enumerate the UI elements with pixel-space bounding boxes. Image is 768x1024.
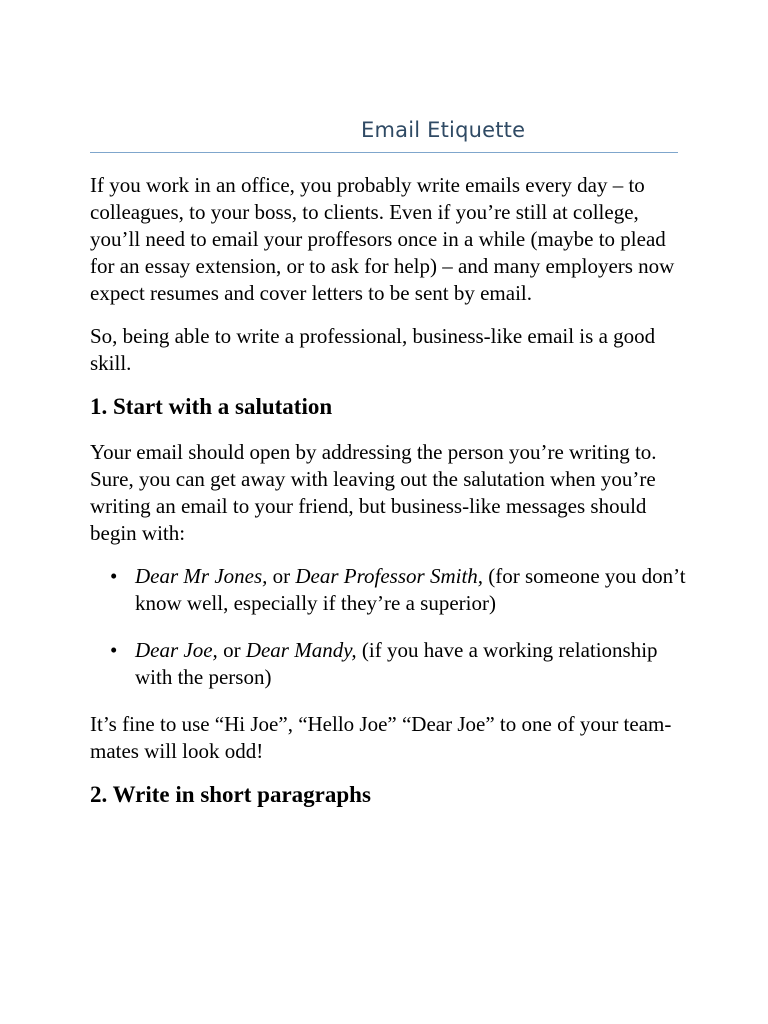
list-item bbox=[90, 637, 690, 691]
salutation-paragraph: Your email should open by addressing the person you’re writing to. Sure, you can get away with leaving out the salutation when you’re writing an email to your friend, but business-like messages should begin with: bbox=[90, 440, 657, 545]
intro-paragraph-2: So, being able to write a professional, business-like email is a good skill. bbox=[90, 324, 656, 375]
salutation-examples-list bbox=[90, 563, 690, 691]
list-item bbox=[90, 563, 690, 617]
document-body bbox=[90, 172, 690, 827]
document-title: Email Etiquette bbox=[361, 118, 526, 142]
example-explanation: (for someone you don’t know well, especially if they’re a superior) bbox=[135, 564, 686, 615]
or-connector: or bbox=[267, 564, 296, 588]
section-heading-short-paragraphs: 2. Write in short paragraphs bbox=[90, 782, 371, 807]
bullet-icon: • bbox=[110, 638, 118, 662]
example-salutation-formal-b: Dear Professor Smith, bbox=[295, 564, 484, 588]
example-explanation: (if you have a working relationship with the person) bbox=[135, 638, 658, 689]
example-salutation-informal-b: Dear Mandy, bbox=[245, 638, 357, 662]
bullet-icon: • bbox=[110, 564, 118, 588]
example-salutation-formal-a: Dear Mr Jones, bbox=[135, 564, 268, 588]
intro-paragraph-1: If you work in an office, you probably write emails every day – to colleagues, to your boss, to clients. Even if you’re still at college, you’ll need to email your proffesors once in a while (maybe to plead for an essay extension, or to ask for help) – and many employers now expect resumes and cover letters to be sent by email. bbox=[90, 173, 675, 305]
section-heading-salutation: 1. Start with a salutation bbox=[90, 394, 333, 419]
or-connector: or bbox=[217, 638, 246, 662]
salutation-note-paragraph: It’s fine to use “Hi Joe”, “Hello Joe” “Dear Joe” to one of your team-mates will look odd! bbox=[90, 712, 672, 763]
example-salutation-informal-a: Dear Joe, bbox=[135, 638, 218, 662]
title-underline bbox=[90, 152, 678, 153]
